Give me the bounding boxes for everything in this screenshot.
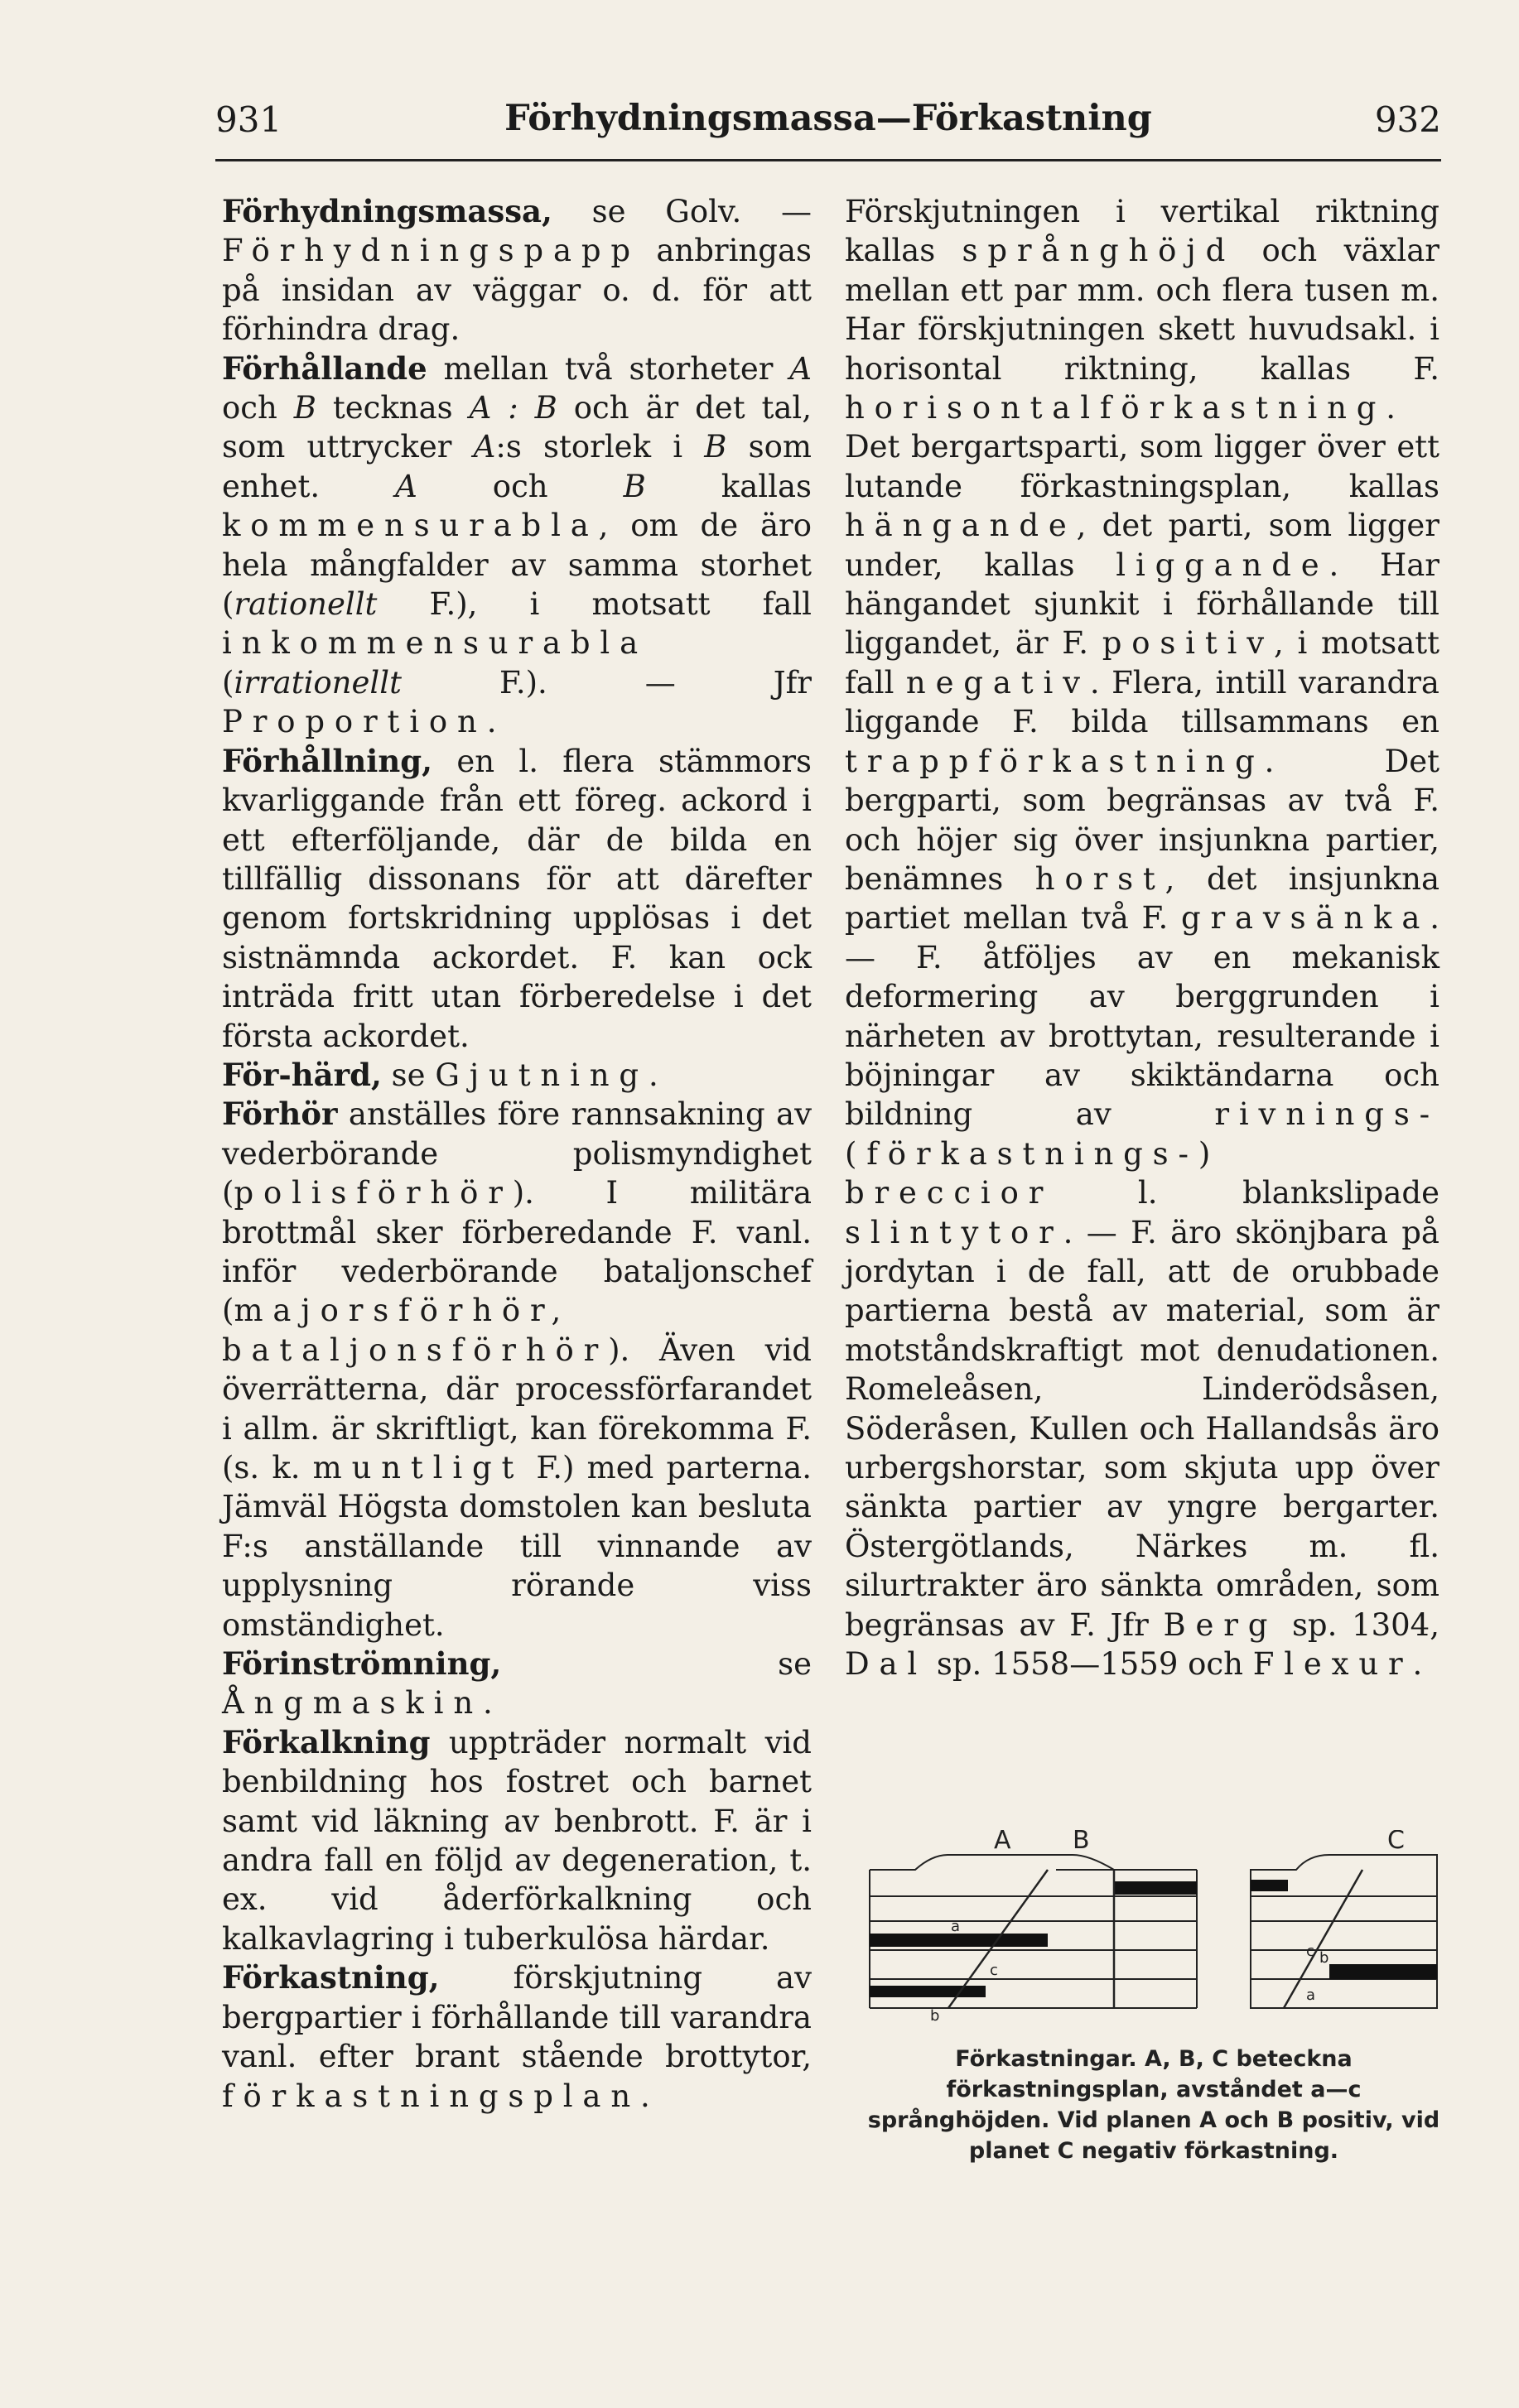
fault-diagram [866,1830,1445,2029]
entry-forhallning: Förhållning, en l. flera stämmors kvarliggande från ett föreg. ackord i ett efterföljande, där de bilda en tillfällig dissonans för att därefter genom fortskridning upplösas i det sistnämnda ackordet. F. kan ock inträda fritt utan förberedelse i det första ackordet. [222,742,812,1054]
figure-caption [860,2044,1448,2166]
left-column [222,192,812,2116]
entry-forhor: Förhör anställes före rannsakning av vederbörande polismyndighet (polisförhör). I militära brottmål sker förberedande F. vanl. inför vederbörande bataljonschef (majorsförhör, bataljonsförhör). Även vid överrätterna, där processförfarandet i allm. är skriftligt, kan förekomma F. (s. k. muntligt F.) med parterna. Jämväl Högsta domstolen kan besluta F:s anställande till vinnande av upplysning rörande viss omständighet. [222,1096,812,1643]
entry-forhard: För-härd, se Gjutning. [222,1056,658,1093]
headword: Förkalkning [222,1723,431,1760]
entry-forkalkning: Förkalkning uppträder normalt vid benbildning hos fostret och barnet samt vid läkning av benbrott. F. är i andra fall en följd av degeneration, t. ex. vid åderförkalkning och kalkavlagring i tuberkulösa härdar. [222,1723,812,1957]
ground-surface-left [870,1855,1197,1870]
coal-layer-left-lower [870,1986,986,1997]
fig-label-c: C [1387,1830,1405,1855]
page-number-left: 931 [215,99,282,140]
headword: Förhydningsmassa, [222,193,552,229]
header-rule [215,159,1441,161]
mark-c: c [990,1962,998,1979]
coal-layer-b [1114,1881,1197,1895]
caption-label: Förkastningar. [955,2046,1137,2072]
headword: Förinströmning, [222,1645,502,1683]
caption-text: A, B, C beteckna förkastningsplan, avståndet a—c språnghöjden. Vid planen A och B positiv, vid planet C negativ förkastning. [867,2046,1440,2164]
mark-b: b [930,2007,940,2025]
headword: För-härd, [222,1056,382,1093]
mark-c-right: c [1306,1943,1314,1960]
entry-forhallande: Förhållande mellan två storheter A och B tecknas A : B och är det tal, som uttrycker A:s storlek i B som enhet. A och B kallas kommensurabla, om de äro hela mångfalder av samma storhet (rationellt F.), i motsatt fall inkommensurabla (irrationellt F.). — Jfr Proportion. [222,349,813,740]
fig-label-a: A [994,1830,1011,1855]
ground-surface-right [1251,1855,1437,2008]
coal-layer-c [1329,1964,1437,1979]
entry-forinstromning: Förinströmning, se Ångmaskin. [222,1645,812,1722]
fig-label-b: B [1073,1830,1090,1855]
running-title: Förhydningsmassa—Förkastning [504,98,1152,139]
page-number-right: 932 [1374,99,1441,140]
mark-a-right: a [1306,1987,1316,2004]
coal-layer-c-left [1251,1880,1288,1891]
headword: Förhållande [222,349,427,387]
headword: Förkastning, [222,1959,440,1996]
right-column [845,192,1439,1683]
entry-forkastning: Förkastning, förskjutning av bergpartier i förhållande till varandra vanl. efter brant stående brottytor, förkastningsplan. [222,1959,812,2114]
headword: Förhör [222,1096,338,1133]
entry-forhydningsmassa: Förhydningsmassa, se Golv. — Förhydningspapp anbringas på insidan av väggar o. d. för att förhindra drag. [222,193,812,348]
mark-a: a [951,1918,961,1935]
headword: Förhållning, [222,742,433,779]
mark-b-right: b [1319,1949,1329,1967]
entry-forkastning-continued: Förskjutningen i vertikal riktning kallas språnghöjd och växlar mellan ett par mm. och flera tusen m. Har förskjutningen skett huvudsakl. i horisontal riktning, kallas F. horisontalförkastning. Det bergartsparti, som ligger över ett lutande förkastningsplan, kallas hängande, det parti, som ligger under, kallas liggande. Har hängandet sjunkit i förhållande till liggandet, är F. positiv, i motsatt fall negativ. Flera, intill varandra liggande F. bilda tillsammans en trappförkastning. Det bergparti, som begränsas av två F. och höjer sig över insjunkna partier, benämnes horst, det insjunkna partiet mellan två F. gravsänka. — F. åtföljes av en mekanisk deformering av berggrunden i närheten av brottytan, resulterande i böjningar av skiktändarna och bildning av rivnings- (förkastnings-) breccior l. blankslipade slintytor. — F. äro skönjbara på jordytan i de fall, att de orubbade partierna bestå av material, som är motståndskraftigt mot denudationen. Romeleåsen, Linderödsåsen, Söderåsen, Kullen och Hallandsås äro urbergshorstar, som skjuta upp över sänkta partier av yngre bergarter. Östergötlands, Närkes m. fl. silurtrakter äro sänkta områden, som begränsas av F. Jfr Berg sp. 1304, Dal sp. 1558—1559 och Flexur. [845,194,1440,1683]
coal-layer-left [870,1934,1048,1947]
page-header [215,89,1441,147]
fault-plane-c [1284,1870,1362,2008]
